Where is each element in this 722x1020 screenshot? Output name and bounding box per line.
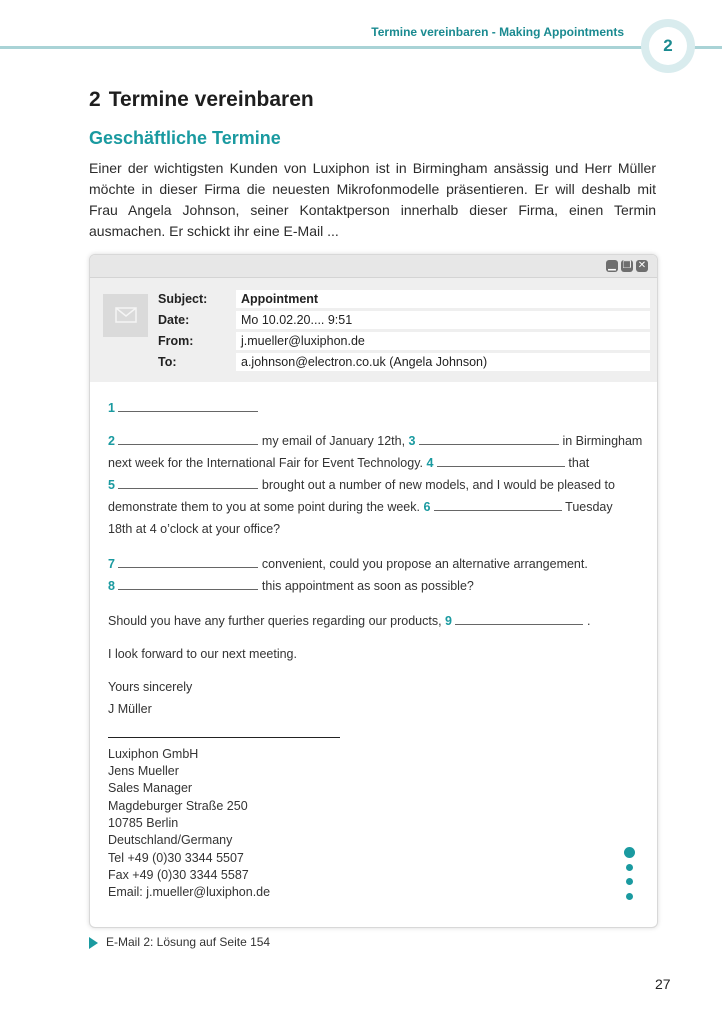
gap-line-8 [108,579,474,593]
gap-blank[interactable] [419,434,559,445]
date-label: Date: [158,313,190,327]
signature-tel: Tel +49 (0)30 3344 5507 [108,851,244,865]
gap-line-7 [108,557,588,571]
gap-number: 8 [108,579,115,593]
header-rule [0,46,722,49]
signature-street: Magdeburger Straße 250 [108,799,248,813]
signature-email: Email: j.mueller@luxiphon.de [108,885,271,899]
solution-note-text: E-Mail 2: Lösung auf Seite 154 [106,935,271,949]
envelope-icon [103,294,148,337]
gap-line-2 [108,434,642,448]
body-text: brought out a number of new models, and I would be pleased to [261,478,615,492]
body-text: that [568,456,590,470]
gap-number: 5 [108,478,115,492]
gap-blank[interactable] [437,456,565,467]
decorative-dot [624,847,635,858]
gap-number: 1 [108,401,115,415]
restore-icon[interactable]: ❐ [622,260,632,271]
gap-number: 7 [108,557,115,571]
signature-country: Deutschland/Germany [108,833,233,847]
from-field: j.mueller@luxiphon.de [236,332,650,350]
gap-blank[interactable] [434,500,562,511]
heading-title: Termine vereinbaren [108,88,314,111]
decorative-dot [626,878,633,885]
gap-number: 2 [108,434,115,448]
gap-blank[interactable] [118,434,258,445]
gap-line-3 [108,456,589,470]
to-label: To: [158,355,177,369]
closing-line: Yours sincerely [108,680,193,694]
section-subheading: Geschäftliche Termine [89,128,281,148]
chapter-badge [641,19,695,73]
decorative-dot [626,893,633,900]
signature-name: Jens Mueller [108,764,179,778]
gap-number: 4 [426,456,434,470]
signer-line: J Müller [108,702,152,716]
from-label: From: [158,334,194,348]
solution-note [89,935,270,949]
gap-number: 6 [423,500,431,514]
body-line: 18th at 4 o’clock at your office? [108,522,281,536]
gap-number: 3 [408,434,416,448]
gap-blank[interactable] [118,478,258,489]
heading-number: 2 [89,88,101,111]
gap-line-4 [108,478,615,492]
email-titlebar [90,255,657,278]
gap-blank[interactable] [455,614,583,625]
body-text: . [586,614,591,628]
body-text: in Birmingham [562,434,643,448]
body-text: my email of January 12th, [261,434,406,448]
to-field: a.johnson@electron.co.uk (Angela Johnson) [236,353,650,371]
running-header-title: Termine vereinbaren - Making Appointments [371,25,624,39]
email-header [90,278,657,382]
body-text: Tuesday [565,500,613,514]
subject-field: Appointment [236,290,650,308]
signature-city: 10785 Berlin [108,816,179,830]
body-text: next week for the International Fair for Event Technology. [108,456,423,470]
gap-blank[interactable] [118,579,258,590]
body-text: convenient, could you propose an alternative arrangement. [261,557,588,571]
signature-position: Sales Manager [108,781,193,795]
signature-divider [108,737,340,738]
gap-number: 9 [445,614,452,628]
intro-paragraph: Einer der wichtigsten Kunden von Luxiphon ist in Birmingham ansässig und Herr Müller möchte in dieser Firma die neuesten Mikrofonmodelle präsentieren. Er will deshalb mit Frau Angela Johnson, seiner Kontaktperson innerhalb dieser Firma, einen Termin ausmachen. Er schickt ihr eine E-Mail ... [89,160,656,239]
subject-label: Subject: [158,292,208,306]
gap-blank[interactable] [118,557,258,568]
page-number: 27 [655,976,671,992]
gap-line-5 [108,500,613,514]
gap-blank[interactable] [118,401,258,412]
minimize-icon[interactable]: ▁ [606,260,618,272]
signature-company: Luxiphon GmbH [108,747,199,761]
body-text: Should you have any further queries regarding our products, [108,614,442,628]
triangle-arrow-icon [89,937,98,949]
close-icon[interactable]: ✕ [637,260,647,271]
page-title [89,88,314,112]
body-line: I look forward to our next meeting. [108,647,297,661]
gap-line-9 [108,614,590,628]
body-text: demonstrate them to you at some point during the week. [108,500,420,514]
body-text: this appointment as soon as possible? [261,579,474,593]
decorative-dot [626,864,633,871]
date-field: Mo 10.02.20.... 9:51 [236,311,650,329]
chapter-number: 2 [649,27,687,65]
email-window [89,254,658,928]
gap-line-1 [108,401,258,415]
signature-fax: Fax +49 (0)30 3344 5587 [108,868,249,882]
